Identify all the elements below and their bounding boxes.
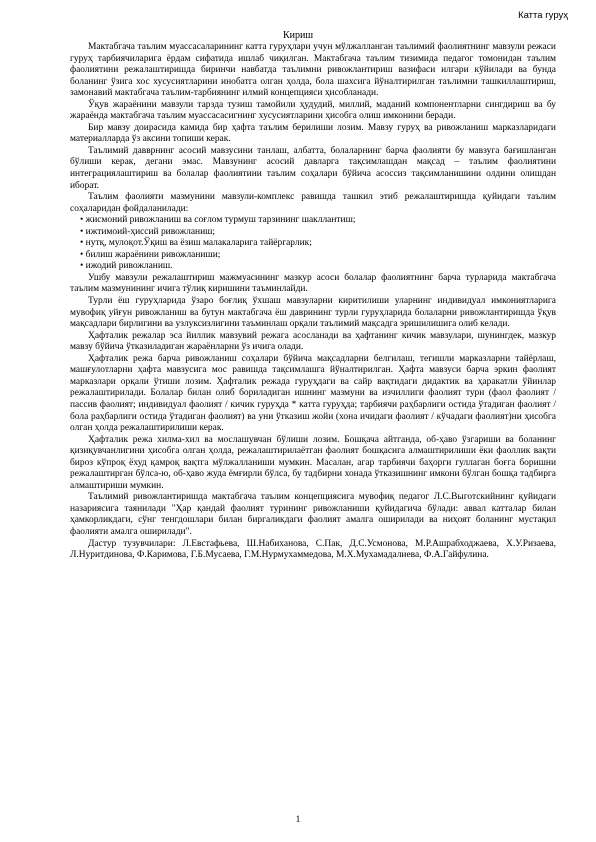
paragraph: Мактабгача таълим муассасаларининг катта гуруҳлари учун мўлжалланган таълимий фаолиятнинг мавзули режаси гуруҳ тарбиячиларига ёрдам сифатида ишлаб чиқилган. Мактабгача таълим тизимида педагог томонидан таълим фаолиятини режалаштиришда биринчи навбатда таълимни ривожлантириш вазифаси илгари кўйилади ва бунда боланинг ўзига хос хусусиятларини инобатга олган ҳолда, бола шахсига йўналтирилган таълимни ташкиллаштириш, замонавий мактабгача таълим-тарбиянинг илмий концепцияси ҳисобланади. bbox=[70, 42, 556, 99]
list-item: • ижодий ривожланиш. bbox=[80, 261, 556, 273]
running-header: Катта гуруҳ bbox=[518, 10, 568, 21]
paragraph: Таълимий давврнинг асосий мавзусини танлаш, албатта, болаларнинг барча фаолияти бу мавзуга бағишланган бўлиши керак, дегани эмас. Мавзунинг асосий давларга тақсимлашдан мақсад – таълим фаолиятини интеграциялаштириш ва болалар фаолиятини таълим соҳалари бўйича асоссиз тақсимланишини олдини олишдан иборат. bbox=[70, 145, 556, 191]
paragraph: Турли ёш гуруҳларида ўзаро боғлиқ ўхшаш мавзуларни киритилиши уларнинг индивидуал имкониятларига мувофиқ уйғун ривожланиш ва бутун мактабгача ёш даврининг турли гуруҳларида болаларни ривожлантиришда ўқув мақсадлари бирлигини ва узлуксизлигини таъминлаш орқали таълимий мақсадга эришилишига олиб келади. bbox=[70, 296, 556, 330]
paragraph: Ҳафталик режалар эса йиллик мавзувий режага асосланади ва ҳафтанинг кичик мавзулари, шунингдек, мазкур мавзу бўйича ўтказиладиган жараёнларни ўз ичига олади. bbox=[70, 330, 556, 353]
paragraph: Бир мавзу доирасида камида бир ҳафта таълим берилиши лозим. Мавзу гуруҳ ва ривожланиш марказларидаги материалларда ўз аксини топиши керак. bbox=[70, 122, 556, 145]
list-item: • билиш жараёнини ривожланиши; bbox=[80, 250, 556, 262]
list-item: • нутқ, мулоқот.Ўқиш ва ёзиш малакаларига тайёргарлик; bbox=[80, 238, 556, 250]
paragraph: Ҳафталик режа барча ривожланиш соҳалари бўйича мақсадларни белгилаш, тегишли марказларни тайёрлаш, машғулотларни ҳафта мавзусига мос равишда тақсимлашга йўналтирилган. Ҳафта мавзуси барча эркин фаолият марказлари орқали ўтиши лозим. Ҳафталик режада гуруҳдаги ва сайр вақтидаги дидактик ва ҳаракатли ўйинлар режалаштирилади. Болалар билан олиб бориладиган ишнинг мазмуни ва изчиллиги фаолият тури (фаол фаолият / пассив фаолият; индивидуал фаолият / кичик гуруҳда * катта гуруҳда; тарбиячи раҳбарлиги остида ўтадиган фаолият / бола раҳбарлиги остида ўтадиган фаолият) ва уни ўтказиш жойи (хона ичидаги фаолият / кўчадаги фаолият)ни ҳисобга олган ҳолда режалаштирилиши керак. bbox=[70, 353, 556, 434]
paragraph: Таълимий ривожлантиришда мактабгача таълим концепциясига мувофиқ педагог Л.С.Выготскийнинг қуйидаги назариясига таянилади "Ҳар қандай фаолият турининг ривожланиши қуйидагича бўлади: аввал катталар билан ҳамкорликдаги, сўнг тенгдошлари билан биргаликдаги фаолият амалга оширилади ва ниҳоят боланинг мустақил фаолияти амалга оширилади". bbox=[70, 492, 556, 537]
paragraph: Ҳафталик режа хилма-хил ва мослашувчан бўлиши лозим. Бошқача айтганда, об-ҳаво ўзгариши ва боланинг қизиқувчанлигини ҳисобга олган ҳолда, режалаштирилаётган фаолият бошқасига алмаштирилиши ёки фаоллик вақти бироз кўпроқ ёхуд қамроқ вақтга мўлжалланиши мумкин. Масалан, агар тарбиячи баҳорги гуллаган боғга боришни режалаштирган бўлса-ю, об-ҳаво жуда ёмғирли бўлса, бу тадбирни хонада ўтказишнинг имкони бўлган бошқа тадбирга алмаштириши мумкин. bbox=[70, 434, 556, 491]
authors-paragraph: Дастур тузувчилари: Л.Евстафьева, Ш.Набиханова, С.Пак, Д.С.Усмонова, М.Р.Ашрабходжаева, Х.У.Ризаева, Л.Нуритдинова, Ф.Каримова, Г.Б.Мусаева, Г.М.Нурмухаммедова, М.Х.Мухамадалиева, Ф.А.Гайфулина. bbox=[70, 538, 556, 561]
list-item: • жисмоний ривожланиш ва соғлом турмуш тарзининг шакллантиш; bbox=[80, 215, 556, 227]
document-title: Кириш bbox=[282, 30, 314, 41]
document-body bbox=[70, 42, 556, 562]
paragraph: Таълим фаолияти мазмунини мавзули-комплекс равишда ташкил этиб режалаштиришда қуйидаги таълим соҳаларидан фойдаланилади: bbox=[70, 192, 556, 214]
list-item: • ижтимоий-ҳиссий ривожланиш; bbox=[80, 227, 556, 239]
paragraph: Ушбу мавзули режалаштириш мажмуасининг мазкур асоси болалар фаолиятнинг барча турларида мактабгача таълим мазмунининг ичига тўлиқ киришини таъминлайди. bbox=[70, 272, 556, 295]
page-number: 1 bbox=[295, 815, 301, 825]
paragraph: Ўқув жараёнини мавзули тарзда тузиш тамойили ҳудудий, миллий, маданий компонентларни сингдириш ва бу жараёнда мактабгача таълим муассасасигнинг хусусиятларини ҳисобга олиш имконини беради. bbox=[70, 99, 556, 122]
bullet-list bbox=[70, 215, 556, 273]
